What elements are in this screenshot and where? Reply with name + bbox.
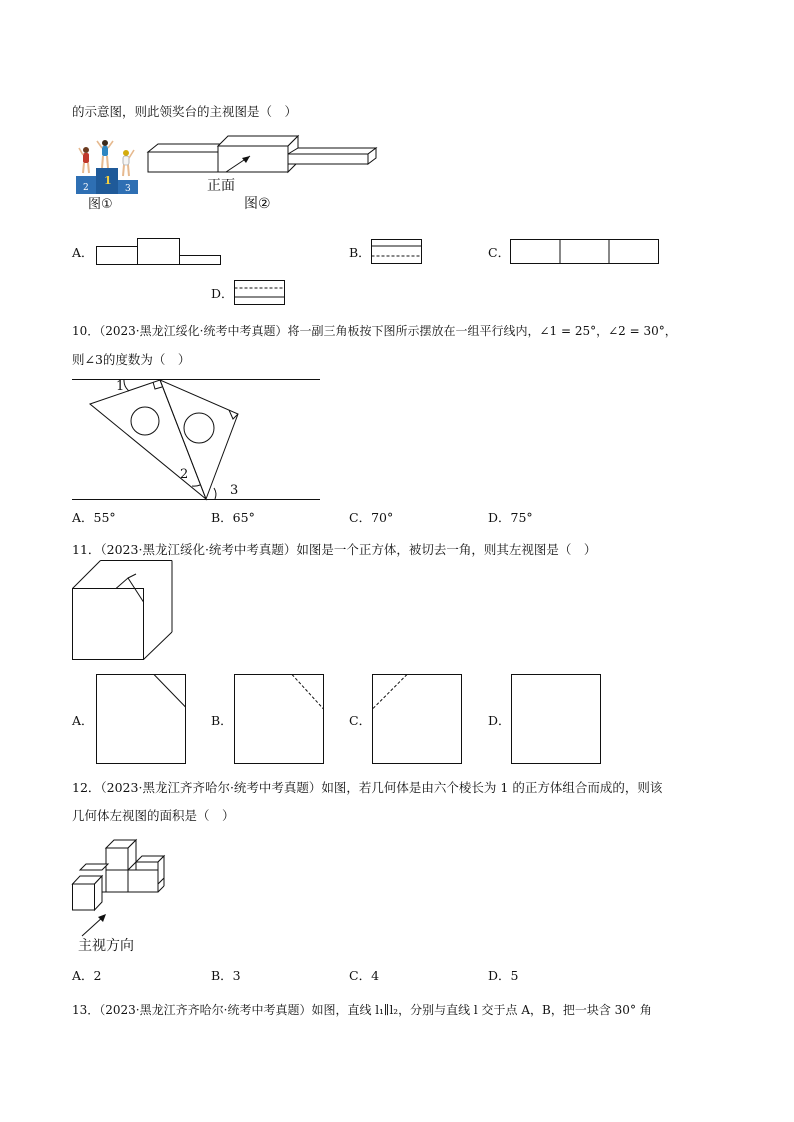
athlete-center: [97, 140, 113, 168]
athlete-left: [79, 147, 89, 173]
podium-number-3: 3: [125, 184, 131, 194]
q9-option-b-label[interactable]: B．: [349, 245, 371, 260]
q12-stem-line1: 12．（2023·黑龙江齐齐哈尔·统考中考真题）如图，若几何体是由六个棱长为 1 的正方体组合而成的，则该: [72, 780, 663, 795]
q11-option-d-figure[interactable]: [511, 674, 602, 765]
set-square-left: [90, 380, 206, 499]
q9-option-c-label[interactable]: C．: [488, 245, 511, 260]
q10-option-d[interactable]: D．75°: [488, 510, 533, 525]
q9-option-d-label[interactable]: D．: [211, 286, 234, 301]
q12-option-b[interactable]: B．3: [211, 968, 241, 983]
q11-option-a-label[interactable]: A．: [72, 713, 94, 728]
q12-option-c[interactable]: C．4: [349, 968, 380, 983]
podium-3d-figure: [146, 134, 378, 178]
athlete-right: [123, 150, 134, 176]
q9-option-c-figure[interactable]: [510, 239, 660, 265]
q9-stem-tail: 的示意图，则此领奖台的主视图是（ ）: [72, 104, 298, 119]
q10-option-b[interactable]: B．65°: [211, 510, 255, 525]
q10-stem-line2: 则∠3的度数为（ ）: [72, 352, 191, 367]
q11-option-c-figure[interactable]: [372, 674, 463, 765]
q11-option-a-figure[interactable]: [96, 674, 187, 765]
q10-option-a[interactable]: A．55°: [72, 510, 116, 525]
angle-2-label: 2: [180, 467, 189, 482]
q12-stem-line2: 几何体左视图的面积是（ ）: [72, 808, 235, 823]
q9-option-d-figure[interactable]: [234, 280, 286, 306]
podium-number-2: 2: [83, 183, 89, 193]
q9-option-a-label[interactable]: A．: [72, 245, 94, 260]
q11-stem: 11．（2023·黑龙江绥化·统考中考真题）如图是一个正方体，被切去一角，则其左视图是（ ）: [72, 542, 597, 557]
q12-option-d[interactable]: D．5: [488, 968, 519, 983]
q13-stem: 13．（2023·黑龙江齐齐哈尔·统考中考真题）如图，直线 l₁∥l₂，分别与直线 l 交于点 A，B，把一块含 30° 角: [72, 1003, 652, 1017]
view-direction-label: 主视方向: [78, 938, 134, 954]
q9-option-b-figure[interactable]: [371, 239, 423, 265]
q10-stem-line1: 10．（2023·黑龙江绥化·统考中考真题）将一副三角板按下图所示摆放在一组平行线内，∠1 = 25°，∠2 = 30°，: [72, 324, 677, 338]
fig1-label: 图①: [88, 197, 113, 212]
q10-option-c[interactable]: C．70°: [349, 510, 394, 525]
q9-option-a-figure[interactable]: [96, 238, 222, 266]
fig2-label: 图②: [244, 196, 271, 212]
front-face-label: 正面: [207, 178, 235, 194]
q12-cube-stack-figure: [72, 834, 168, 914]
q11-option-b-label[interactable]: B．: [211, 713, 233, 728]
podium-illustration: [74, 138, 140, 194]
angle-1-label: 1: [116, 379, 125, 394]
direction-arrow-icon: [80, 912, 110, 938]
q11-option-b-figure[interactable]: [234, 674, 325, 765]
set-square-right: [160, 380, 238, 499]
q11-option-d-label[interactable]: D．: [488, 713, 511, 728]
q11-option-c-label[interactable]: C．: [349, 713, 372, 728]
podium-number-1: 1: [104, 174, 112, 187]
q12-option-a[interactable]: A．2: [72, 968, 102, 983]
angle-3-label: 3: [230, 483, 239, 498]
q11-cut-cube-figure: [72, 560, 174, 662]
q10-triangle-figure: [72, 372, 322, 504]
